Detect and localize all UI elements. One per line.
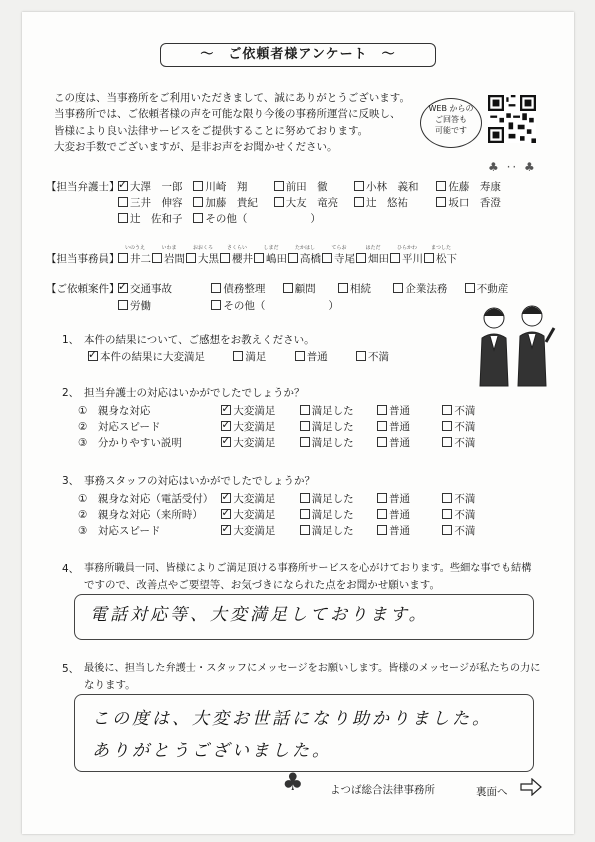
checkbox[interactable] <box>354 197 364 207</box>
checkbox[interactable] <box>233 351 243 361</box>
checkbox[interactable] <box>211 283 221 293</box>
q5-handwritten-answer: ありがとうございました。 <box>92 741 332 761</box>
checkbox[interactable] <box>377 509 387 519</box>
q4-num: 4、 <box>62 563 80 575</box>
q3-num: 3、 <box>62 475 80 487</box>
checkbox[interactable] <box>118 300 128 310</box>
arrow-right-icon[interactable] <box>520 778 542 796</box>
checkbox[interactable] <box>390 253 400 263</box>
case-label: 【ご依頼案件】 <box>46 283 120 295</box>
case-row: ✓ 交通事故 債務整理 顧問 相続 企業法務 不動産 <box>118 280 509 295</box>
checkbox[interactable] <box>300 405 310 415</box>
q2-item: ① 親身な対応 ✓ 大変満足 満足した 普通 不満 <box>78 402 476 417</box>
q1-text: 本件の結果について、ご感想をお教えください。 <box>84 334 315 346</box>
checkbox[interactable] <box>193 197 203 207</box>
clover-decoration-icon: ♣ ·· ♣ <box>488 160 537 174</box>
intro-text <box>54 90 410 156</box>
checkbox[interactable] <box>300 493 310 503</box>
checkbox[interactable] <box>442 525 452 535</box>
checkbox[interactable] <box>377 493 387 503</box>
checkbox[interactable] <box>356 253 366 263</box>
q3-text: 事務スタッフの対応はいかがでしたでしょうか？ <box>84 475 315 487</box>
q1-options: ✓ 本件の結果に大変満足 満足 普通 不満 <box>88 348 390 363</box>
checkbox[interactable] <box>186 253 196 263</box>
qr-code-icon[interactable] <box>488 95 536 143</box>
staff-label: 【担当事務員】 <box>46 253 120 265</box>
lawyer-row: ✓ 大澤 一郎 川崎 翔 前田 徹 小林 義和 佐藤 寿康 <box>118 178 501 193</box>
q2-text: 担当弁護士の対応はいかがでしたでしょうか？ <box>84 387 305 399</box>
q2-num: 2、 <box>62 387 80 399</box>
checkbox[interactable] <box>274 197 284 207</box>
q5-text-line: 最後に、担当した弁護士・スタッフにメッセージをお願いします。皆様のメッセージが私たちの力に <box>84 663 541 674</box>
case-row: 労働 その他（ ） <box>118 299 339 313</box>
web-answer-bubble: WEB からの ご回答も 可能です <box>420 98 482 148</box>
q5-num: 5、 <box>62 663 80 675</box>
checkbox[interactable] <box>424 253 434 263</box>
checkbox[interactable] <box>442 493 452 503</box>
q5-text-line: なります。 <box>84 679 136 691</box>
checkbox[interactable] <box>354 181 364 191</box>
q3-item: ① 親身な対応（電話受付） ✓ 大変満足 満足した 普通 不満 <box>78 490 476 505</box>
checkbox[interactable] <box>442 509 452 519</box>
checkbox[interactable] <box>193 181 203 191</box>
lawyer-row: 辻 佐和子 その他（ ） <box>118 212 321 226</box>
checkbox[interactable] <box>288 253 298 263</box>
staff-row: 井二 岩間 大黒 櫻井 嶋田 高橋 寺尾 畑田 平川 松下 <box>118 252 458 266</box>
q3-item: ② 親身な対応（来所時） ✓ 大変満足 満足した 普通 不満 <box>78 506 476 521</box>
intro-line: 当事務所では、ご依頼者様の声を可能な限り今後の事務所運営に反映し、 <box>54 108 401 121</box>
checkbox[interactable]: ✓ <box>88 348 98 361</box>
checkbox[interactable] <box>300 509 310 519</box>
checkbox[interactable] <box>356 351 366 361</box>
intro-line: 皆様により良い法律サービスをご提供することに努めております。 <box>54 124 369 137</box>
q4-text-line: 事務所職員一同、皆様によりご満足頂ける事務所サービスを心がけております。些細な事でも結構 <box>84 563 532 574</box>
checkbox[interactable]: ✓ <box>118 178 128 191</box>
checkbox[interactable] <box>300 421 310 431</box>
intro-line: 大変お手数でございますが、是非お声をお聞かせください。 <box>54 141 338 154</box>
staff-illustration <box>470 298 560 388</box>
checkbox[interactable] <box>118 213 128 223</box>
checkbox[interactable] <box>211 300 221 310</box>
checkbox[interactable] <box>377 421 387 431</box>
q4-text-line: ですので、改善点やご要望等、お気づきになられた点をお聞かせ願います。 <box>84 579 440 591</box>
staff-furigana-row: いのうえ いわま おおくろ さくらい しまだ たかはし てらお はただ ひらかわ まつした <box>124 245 451 251</box>
checkbox[interactable] <box>300 437 310 447</box>
checkbox[interactable] <box>377 405 387 415</box>
q2-item: ② 対応スピード ✓ 大変満足 満足した 普通 不満 <box>78 418 476 433</box>
checkbox[interactable] <box>283 283 293 293</box>
checkbox[interactable]: ✓ <box>221 418 231 431</box>
checkbox[interactable] <box>436 197 446 207</box>
checkbox[interactable] <box>377 525 387 535</box>
q5-handwritten-answer: この度は、大変お世話になり助かりました。 <box>92 709 492 729</box>
checkbox[interactable]: ✓ <box>221 506 231 519</box>
checkbox[interactable] <box>436 181 446 191</box>
checkbox[interactable]: ✓ <box>221 402 231 415</box>
checkbox[interactable]: ✓ <box>221 490 231 503</box>
lawyer-row: 三井 伸容 加藤 貴紀 大友 竜亮 辻 悠祐 坂口 香澄 <box>118 196 501 210</box>
checkbox[interactable] <box>152 253 162 263</box>
checkbox[interactable]: ✓ <box>221 522 231 535</box>
checkbox[interactable] <box>322 253 332 263</box>
checkbox[interactable]: ✓ <box>118 280 128 293</box>
checkbox[interactable] <box>254 253 264 263</box>
checkbox[interactable]: ✓ <box>221 434 231 447</box>
clover-logo-icon: ♣ <box>282 768 304 796</box>
checkbox[interactable] <box>220 253 230 263</box>
checkbox[interactable] <box>377 437 387 447</box>
lawyer-label: 【担当弁護士】 <box>46 181 120 193</box>
next-page-label: 裏面へ <box>476 786 508 798</box>
checkbox[interactable] <box>442 421 452 431</box>
checkbox[interactable] <box>193 213 203 223</box>
checkbox[interactable] <box>118 197 128 207</box>
checkbox[interactable] <box>465 283 475 293</box>
q2-item: ③ 分かりやすい説明 ✓ 大変満足 満足した 普通 不満 <box>78 434 476 449</box>
checkbox[interactable] <box>295 351 305 361</box>
firm-name: よつば総合法律事務所 <box>330 784 435 796</box>
checkbox[interactable] <box>300 525 310 535</box>
checkbox[interactable] <box>442 405 452 415</box>
intro-line: この度は、当事務所をご利用いただきまして、誠にありがとうございます。 <box>54 92 410 104</box>
checkbox[interactable] <box>118 253 128 263</box>
q3-item: ③ 対応スピード ✓ 大変満足 満足した 普通 不満 <box>78 522 476 537</box>
q1-num: 1、 <box>62 334 80 346</box>
checkbox[interactable] <box>442 437 452 447</box>
q4-handwritten-answer: 電話対応等、大変満足しております。 <box>90 605 429 625</box>
checkbox[interactable] <box>338 283 348 293</box>
checkbox[interactable] <box>393 283 403 293</box>
page-title: ～ ご依頼者様アンケート ～ <box>160 43 436 67</box>
checkbox[interactable] <box>274 181 284 191</box>
